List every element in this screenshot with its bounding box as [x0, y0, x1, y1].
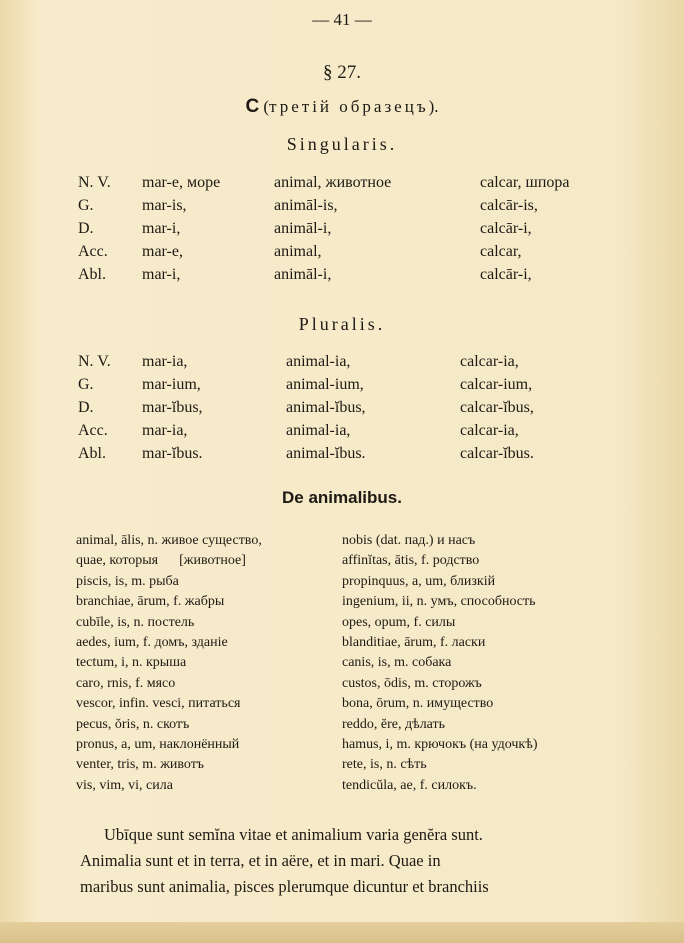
- vocab-entry: pecus, ŏris, n. скотъ: [76, 716, 190, 732]
- subtitle-letter: C: [245, 96, 260, 117]
- declension-cell: calcār-i,: [480, 220, 532, 237]
- vocab-right-column: [342, 533, 642, 798]
- vocab-entry: hamus, i, m. крючокъ (на удочкѣ): [342, 736, 538, 752]
- declension-cell: calcar-ium,: [460, 376, 533, 393]
- page-number: — 41 —: [312, 10, 372, 29]
- vocab-entry: vescor, infin. vesci, питаться: [76, 696, 241, 712]
- vocab-entry: piscis, is, m. рыба: [76, 573, 179, 589]
- declension-cell: animāl-i,: [274, 266, 332, 283]
- page-bottom-edge: [0, 922, 684, 943]
- singularis-heading: Singularis.: [286, 134, 398, 154]
- vocab-entry: blanditiae, ārum, f. ласки: [342, 634, 486, 650]
- declension-cell: mar-i,: [142, 220, 181, 237]
- vocab-entry: rete, is, n. сѣть: [342, 757, 427, 773]
- vocab-entry: propinquus, a, um, близкій: [342, 573, 496, 589]
- vocab-entry: vis, vim, vi, сила: [76, 777, 173, 793]
- vocab-entry: tectum, i, n. крыша: [76, 655, 187, 671]
- declension-cell: calcar-ia,: [460, 422, 519, 439]
- declension-cell: mar-e,: [142, 243, 183, 260]
- subtitle-close-paren: ).: [428, 97, 439, 116]
- case-label: Acc.: [78, 422, 108, 439]
- case-label: G.: [78, 197, 94, 214]
- declension-cell: mar-ia,: [142, 422, 188, 439]
- vocab-entry: caro, rnis, f. мясо: [76, 675, 176, 691]
- vocab-entry: opes, opum, f. силы: [342, 614, 456, 630]
- subtitle-text: третій образецъ: [269, 97, 429, 116]
- case-label: Abl.: [78, 266, 106, 283]
- case-label: N. V.: [78, 174, 111, 191]
- vocab-heading: De animalibus.: [282, 488, 402, 507]
- vocab-entry: pronus, a, um, наклонённый: [76, 736, 240, 752]
- declension-cell: mar-is,: [142, 197, 187, 214]
- declension-cell: animal,: [274, 243, 322, 260]
- declension-cell: calcar-ĭbus,: [460, 399, 534, 416]
- vocab-entry: custos, ōdis, m. сторожъ: [342, 675, 482, 691]
- declension-cell: animal-ia,: [286, 353, 351, 370]
- case-label: Acc.: [78, 243, 108, 260]
- paragraph-line: Ubīque sunt semĭna vitae et animalium varia genĕra sunt.: [104, 825, 483, 844]
- declension-cell: mar-i,: [142, 266, 181, 283]
- vocab-entry: branchiae, ārum, f. жабры: [76, 594, 225, 610]
- vocab-entry: reddo, ĕre, дѣлать: [342, 716, 446, 732]
- declension-cell: mar-ĭbus.: [142, 445, 203, 462]
- declension-cell: animāl-is,: [274, 197, 338, 214]
- declension-cell: animal-ĭbus,: [286, 399, 366, 416]
- declension-cell: calcār-is,: [480, 197, 538, 214]
- paragraph-line: maribus sunt animalia, pisces plerumque dicuntur et branchiis: [80, 877, 489, 896]
- declension-cell: calcar-ĭbus.: [460, 445, 534, 462]
- declension-cell: mar-ium,: [142, 376, 201, 393]
- vocab-entry: quae, которыя [животное]: [76, 553, 246, 569]
- case-label: G.: [78, 376, 94, 393]
- pluralis-heading: Pluralis.: [298, 314, 386, 334]
- declension-cell: animal-ia,: [286, 422, 351, 439]
- declension-cell: animal-ium,: [286, 376, 364, 393]
- vocab-entry: ingenium, ii, n. умъ, способность: [342, 594, 536, 610]
- declension-cell: mar-ia,: [142, 353, 188, 370]
- vocab-entry: nobis (dat. пад.) и насъ: [342, 533, 476, 548]
- case-label: N. V.: [78, 353, 111, 370]
- subtitle: [0, 96, 684, 118]
- declension-cell: calcar,: [480, 243, 522, 260]
- vocab-left-column: [76, 533, 346, 798]
- vocab-entry: tendicŭla, ae, f. силокъ.: [342, 777, 477, 793]
- case-label: D.: [78, 399, 94, 416]
- paragraph-line: Animalia sunt et in terra, et in aëre, et in mari. Quae in: [80, 851, 441, 870]
- subtitle-open-paren: (: [263, 97, 270, 116]
- section-number: § 27.: [323, 62, 361, 83]
- vocab-entry: bona, ōrum, n. имущество: [342, 696, 494, 712]
- reading-paragraph: [80, 825, 620, 903]
- declension-cell: mar-ĭbus,: [142, 399, 203, 416]
- declension-cell: calcār-i,: [480, 266, 532, 283]
- declension-cell: calcar-ia,: [460, 353, 519, 370]
- declension-cell: animal, животное: [274, 174, 392, 191]
- vocab-entry: animal, ālis, n. живое существо,: [76, 533, 262, 548]
- declension-cell: animal-ĭbus.: [286, 445, 366, 462]
- vocab-entry: canis, is, m. собака: [342, 655, 452, 671]
- vocab-entry: aedes, ium, f. домъ, зданіе: [76, 634, 228, 650]
- case-label: D.: [78, 220, 94, 237]
- case-label: Abl.: [78, 445, 106, 462]
- declension-cell: mar-e, море: [142, 174, 221, 191]
- declension-cell: calcar, шпора: [480, 174, 570, 191]
- vocab-entry: venter, tris, m. животъ: [76, 757, 205, 773]
- vocab-entry: affinĭtas, ātis, f. родство: [342, 553, 480, 569]
- vocab-entry: cubīle, is, n. постель: [76, 614, 195, 630]
- declension-cell: animāl-i,: [274, 220, 332, 237]
